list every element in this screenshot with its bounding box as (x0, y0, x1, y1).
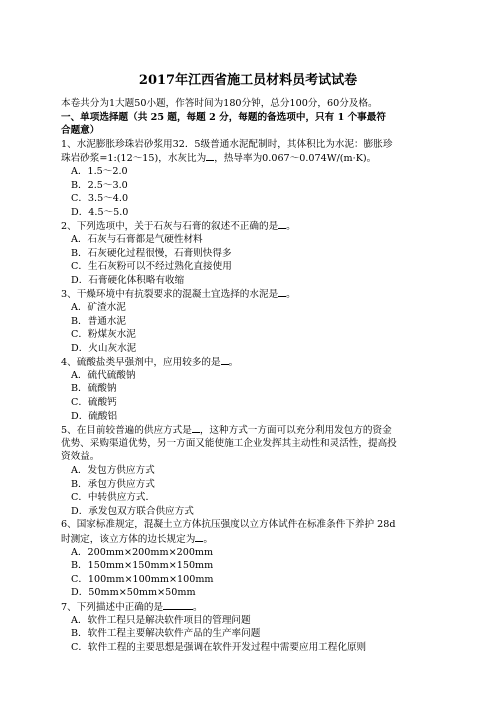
answer-option: B．2.5～3.0 (71, 179, 128, 191)
answer-option: A．软件工程只是解决软件项目的管理问题 (71, 614, 251, 626)
question-text: 资效益。 (61, 451, 100, 463)
question-item (61, 287, 437, 355)
question-text (61, 151, 437, 165)
answer-option: A．矿渣水泥 (71, 301, 126, 313)
question-item (61, 219, 437, 287)
question-text-part: 。 (228, 357, 239, 369)
answer-option: A．200mm×200mm×200mm (71, 546, 214, 558)
answer-option: B．承包方供应方式 (71, 478, 155, 490)
answer-option: B．150mm×150mm×150mm (71, 560, 214, 572)
question-text-part: 。 (286, 221, 296, 233)
answer-option: D．4.5～5.0 (71, 206, 129, 218)
question-text-part: 7、下列描述中正确的是 (61, 601, 164, 613)
answer-option: B．普通水泥 (71, 315, 127, 327)
answer-option: C．3.5～4.0 (71, 193, 129, 205)
answer-blank (278, 219, 286, 229)
answer-option: D．50mm×50mm×50mm (71, 587, 196, 599)
answer-option: A．硫代硫酸钠 (71, 369, 136, 381)
question-text (61, 532, 437, 546)
answer-blank (163, 600, 193, 610)
answer-option: C．100mm×100mm×100mm (71, 573, 214, 585)
question-text-part: ，热导率为0.067～0.074W/(m·K)。 (214, 153, 377, 165)
question-text-part: 。 (203, 534, 213, 545)
answer-option: C．生石灰粉可以不经过熟化直接使用 (71, 261, 232, 273)
answer-option: D．硫酸铝 (71, 410, 118, 422)
answer-option: B．石灰硬化过程很慢，石膏则快得多 (71, 247, 232, 259)
section-heading-line1: 一、单项选择题（共 25 题，每题 2 分，每题的备选项中，只有 1 个事最符 (61, 111, 386, 123)
answer-blank (221, 355, 229, 365)
question-text-part: 。 (193, 601, 203, 613)
question-text-part: ，这种方式一方面可以充分利用发包方的资金 (199, 425, 392, 437)
answer-option: D．承发包双方联合供应方式 (71, 505, 194, 517)
answer-option: C．硫酸钙 (71, 397, 117, 409)
answer-option: B．软件工程主要解决软件产品的生产率问题 (71, 628, 261, 640)
question-item (61, 138, 437, 220)
question-text: 6、国家标准规定，混凝土立方体抗压强度以立方体试件在标准条件下养护 28d (61, 519, 396, 531)
answer-option: D．火山灰水泥 (71, 342, 137, 354)
question-item (61, 355, 437, 423)
question-text-part: 4、硫酸盐类早强剂中，应用较多的是 (61, 357, 221, 369)
question-text-part: 。 (286, 289, 296, 301)
answer-option: D．石膏硬化体积略有收缩 (71, 274, 185, 286)
answer-option: C．中转供应方式． (71, 492, 156, 504)
answer-blank (192, 423, 200, 433)
question-text: 优势、采购渠道优势，另一方面又能使施工企业发挥其主动性和灵活性，提高投 (61, 437, 397, 449)
answer-option: C．粉煤灰水泥 (71, 329, 136, 341)
question-text-part: 5、在目前较普遍的供应方式是 (61, 425, 192, 437)
question-text: 1、水泥膨胀珍珠岩砂浆用32．5级普通水泥配制时，其体积比为水泥：膨胀珍 (61, 138, 393, 150)
question-item (61, 423, 437, 518)
question-text-part: 3、干燥环境中有抗裂要求的混凝土宜选择的水泥是 (61, 289, 279, 301)
question-item (61, 600, 437, 654)
answer-option: C．软件工程的主要思想是强调在软件开发过程中需要应用工程化原则 (71, 641, 367, 653)
question-text (61, 287, 437, 301)
answer-option: A．发包方供应方式 (71, 465, 155, 477)
question-text (61, 423, 437, 437)
exam-content (61, 97, 437, 654)
exam-intro: 本卷共分为1大题50小题，作答时间为180分钟，总分100分，60分及格。 (61, 98, 378, 109)
question-text (61, 355, 437, 369)
answer-option: A．石灰与石膏都是气硬性材料 (71, 233, 203, 245)
question-text (61, 219, 437, 233)
page-title: 2017年江西省施工员材料员考试试卷 (138, 73, 358, 88)
question-text-part: 2、下列选项中，关于石灰与石膏的叙述不正确的是 (61, 221, 279, 233)
section-heading-line2: 合题意） (61, 125, 100, 137)
question-list (61, 138, 437, 655)
question-text (61, 600, 437, 614)
question-text-part: 时测定，该立方体的边长规定为 (61, 534, 196, 545)
answer-option: B．硫酸钠 (71, 383, 117, 395)
question-text-part: 珠岩砂浆=1:(12～15)，水灰比为 (61, 153, 207, 165)
answer-option: A．1.5～2.0 (71, 165, 128, 177)
question-item (61, 518, 437, 600)
answer-blank (278, 287, 286, 297)
